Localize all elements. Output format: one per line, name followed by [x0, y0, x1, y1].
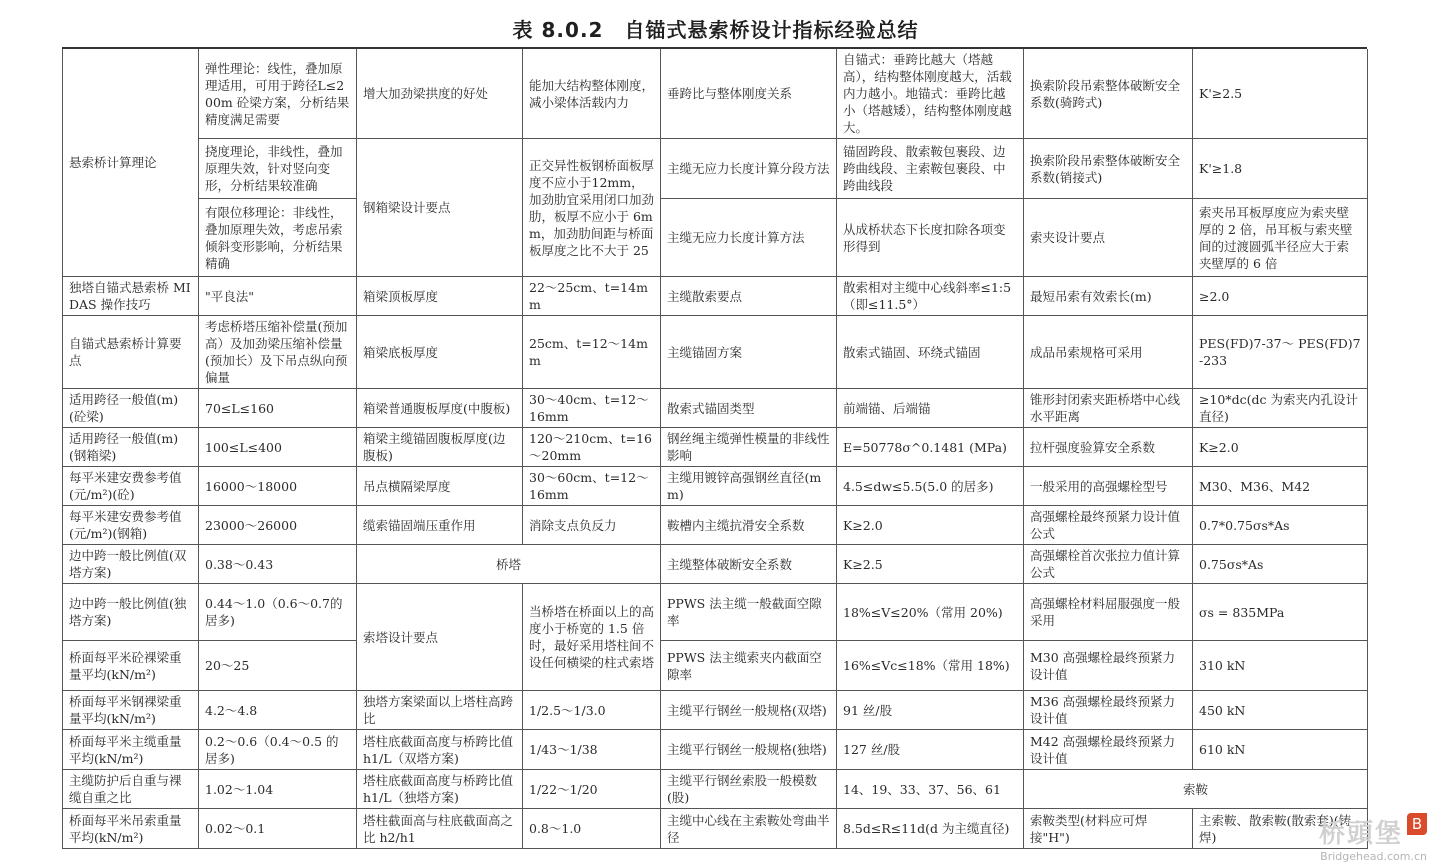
table-cell: 塔柱截面高与柱底截面高之比 h2/h1 [357, 809, 523, 849]
table-cell: 主索鞍、散索鞍(散索套)(铸焊) [1193, 809, 1368, 849]
table-cell: 塔柱底截面高度与桥跨比值 h1/L（双塔方案) [357, 730, 523, 770]
table-cell: 450 kN [1193, 691, 1368, 730]
table-cell: 127 丝/股 [837, 730, 1024, 770]
table-cell: ≥2.0 [1193, 277, 1368, 316]
table-cell: K'≥1.8 [1193, 139, 1368, 199]
table-cell: 换索阶段吊索整体破断安全系数(销接式) [1024, 139, 1193, 199]
table-cell: 索夹设计要点 [1024, 199, 1193, 277]
table-row [63, 691, 1368, 730]
table-cell: 主缆防护后自重与裸缆自重之比 [63, 770, 199, 809]
table-cell: 主缆锚固方案 [661, 316, 837, 389]
table-cell: 16000～18000 [199, 467, 357, 506]
table-cell: 1.02～1.04 [199, 770, 357, 809]
table-cell: "平良法" [199, 277, 357, 316]
table-cell: 桥面每平米吊索重量平均(kN/m²) [63, 809, 199, 849]
table-cell: 消除支点负反力 [523, 506, 661, 545]
table-cell: 610 kN [1193, 730, 1368, 770]
table-cell: 散索式锚固类型 [661, 389, 837, 428]
table-cell: 散索式锚固、环绕式锚固 [837, 316, 1024, 389]
table-cell: K≥2.5 [837, 545, 1024, 584]
table-cell: 主缆用镀锌高强钢丝直径(mm) [661, 467, 837, 506]
table-row [63, 49, 1368, 139]
table-cell: M30 高强螺栓最终预紧力设计值 [1024, 641, 1193, 691]
table-cell: 适用跨径一般值(m)(钢箱梁) [63, 428, 199, 467]
table-cell: 有限位移理论：非线性，叠加原理失效，考虑吊索倾斜变形影响，分析结果精确 [199, 199, 357, 277]
table-cell: 索鞍 [1024, 770, 1368, 809]
watermark-logo-icon: B [1407, 813, 1427, 835]
table-cell: 缆索锚固端压重作用 [357, 506, 523, 545]
table-cell: ≥10*dc(dc 为索夹内孔设计直径) [1193, 389, 1368, 428]
table-cell: 16%≤Vc≤18%（常用 18%) [837, 641, 1024, 691]
table-cell: 正交异性板钢桥面板厚度不应小于12mm，加劲肋宜采用闭口加劲肋，板厚不应小于 6mm，加劲肋间距与桥面板厚度之比不大于 25 [523, 139, 661, 277]
table-cell: K≥2.0 [837, 506, 1024, 545]
table-cell: 100≤L≤400 [199, 428, 357, 467]
table-cell: 换索阶段吊索整体破断安全系数(骑跨式) [1024, 49, 1193, 139]
table-cell: 适用跨径一般值(m)(砼梁) [63, 389, 199, 428]
table-cell: 独塔自锚式悬索桥 MIDAS 操作技巧 [63, 277, 199, 316]
table-cell: 箱梁主缆锚固腹板厚度(边腹板) [357, 428, 523, 467]
table-cell: 30～60cm、t=12～16mm [523, 467, 661, 506]
table-row [63, 545, 1368, 584]
table-cell: 18%≤V≤20%（常用 20%) [837, 584, 1024, 641]
table-cell: 索鞍类型(材料应可焊接"H") [1024, 809, 1193, 849]
table-cell: 挠度理论，非线性，叠加原理失效，针对竖向变形，分析结果较准确 [199, 139, 357, 199]
table-cell: 鞍槽内主缆抗滑安全系数 [661, 506, 837, 545]
table-cell: 自锚式悬索桥计算要点 [63, 316, 199, 389]
watermark-url: Bridgehead.com.cn [1320, 850, 1427, 863]
table-cell: 桥面每平米主缆重量平均(kN/m²) [63, 730, 199, 770]
watermark-text: 桥頭堡 [1318, 819, 1403, 849]
table-cell: 锚固跨段、散索鞍包裹段、边跨曲线段、主索鞍包裹段、中跨曲线段 [837, 139, 1024, 199]
table-cell: 高强螺栓材料屈服强度一般采用 [1024, 584, 1193, 641]
table-cell: 22～25cm、t=14mm [523, 277, 661, 316]
table-row [63, 641, 1368, 691]
table-cell: 最短吊索有效索长(m) [1024, 277, 1193, 316]
table-cell: 主缆无应力长度计算方法 [661, 199, 837, 277]
table-cell: 成品吊索规格可采用 [1024, 316, 1193, 389]
table-cell: 每平米建安费参考值(元/m²)(砼) [63, 467, 199, 506]
table-cell: PPWS 法主缆一般截面空隙率 [661, 584, 837, 641]
table-cell: PES(FD)7-37～ PES(FD)7-233 [1193, 316, 1368, 389]
table-cell: 前端锚、后端锚 [837, 389, 1024, 428]
table-cell: 一般采用的高强螺栓型号 [1024, 467, 1193, 506]
table-cell: 0.8～1.0 [523, 809, 661, 849]
table-cell: 4.5≤dw≤5.5(5.0 的居多) [837, 467, 1024, 506]
table-cell: K'≥2.5 [1193, 49, 1368, 139]
table-cell: K≥2.0 [1193, 428, 1368, 467]
table-cell: 弹性理论：线性，叠加原理适用，可用于跨径L≤200m 砼梁方案，分析结果精度满足需要 [199, 49, 357, 139]
table-cell: 0.75σs*As [1193, 545, 1368, 584]
table-row [63, 506, 1368, 545]
table-row [63, 467, 1368, 506]
table-cell: 塔柱底截面高度与桥跨比值 h1/L（独塔方案) [357, 770, 523, 809]
table-cell: 桥面每平米钢裸梁重量平均(kN/m²) [63, 691, 199, 730]
table-row [63, 584, 1368, 641]
table-cell: 锥形封闭索夹距桥塔中心线水平距离 [1024, 389, 1193, 428]
table-cell: 钢箱梁设计要点 [357, 139, 523, 277]
table-cell: 4.2～4.8 [199, 691, 357, 730]
table-cell: 23000～26000 [199, 506, 357, 545]
table-cell: σs = 835MPa [1193, 584, 1368, 641]
table-row [63, 199, 1368, 277]
table-cell: 拉杆强度验算安全系数 [1024, 428, 1193, 467]
table-cell: 1/2.5～1/3.0 [523, 691, 661, 730]
table-cell: 能加大结构整体刚度，减小梁体活载内力 [523, 49, 661, 139]
table-cell: 索夹吊耳板厚度应为索夹壁厚的 2 倍，吊耳板与索夹壁间的过渡圆弧半径应大于索夹壁厚的 6 倍 [1193, 199, 1368, 277]
table-cell: 0.38～0.43 [199, 545, 357, 584]
watermark [1319, 813, 1427, 863]
table-cell: 主缆整体破断安全系数 [661, 545, 837, 584]
table-cell: 箱梁底板厚度 [357, 316, 523, 389]
table-cell: 边中跨一般比例值(双塔方案) [63, 545, 199, 584]
table-cell: 25cm、t=12～14mm [523, 316, 661, 389]
table-cell: 当桥塔在桥面以上的高度小于桥宽的 1.5 倍时，最好采用塔柱间不设任何横梁的柱式索塔 [523, 584, 661, 691]
table-cell: 1/22～1/20 [523, 770, 661, 809]
table-row [63, 277, 1368, 316]
table-cell: 0.44～1.0（0.6～0.7的居多) [199, 584, 357, 641]
page-title: 表 8.0.2 自锚式悬索桥设计指标经验总结 [512, 18, 919, 42]
table-cell: 8.5d≤R≤11d(d 为主缆直径) [837, 809, 1024, 849]
table-cell: 从成桥状态下长度扣除各项变形得到 [837, 199, 1024, 277]
table-row [63, 316, 1368, 389]
table-cell: 悬索桥计算理论 [63, 49, 199, 277]
table-cell: 0.2～0.6（0.4～0.5 的居多) [199, 730, 357, 770]
table-cell: 每平米建安费参考值(元/m²)(钢箱) [63, 506, 199, 545]
table-cell: 高强螺栓首次张拉力值计算公式 [1024, 545, 1193, 584]
table-row [63, 770, 1368, 809]
table-cell: 30～40cm、t=12～16mm [523, 389, 661, 428]
table-row [63, 389, 1368, 428]
table-cell: 索塔设计要点 [357, 584, 523, 691]
table-row [63, 139, 1368, 199]
table-row [63, 428, 1368, 467]
table-cell: 考虑桥塔压缩补偿量(预加高）及加劲梁压缩补偿量(预加长）及下吊点纵向预偏量 [199, 316, 357, 389]
table-cell: 钢丝绳主缆弹性模量的非线性影响 [661, 428, 837, 467]
table-cell: 吊点横隔梁厚度 [357, 467, 523, 506]
table-cell: 主缆平行钢丝索股一般模数(股) [661, 770, 837, 809]
table-row [63, 809, 1368, 849]
table-cell: 主缆中心线在主索鞍处弯曲半径 [661, 809, 837, 849]
table-cell: 310 kN [1193, 641, 1368, 691]
table-cell: 垂跨比与整体刚度关系 [661, 49, 837, 139]
table-cell: 主缆散索要点 [661, 277, 837, 316]
table-cell: 主缆平行钢丝一般规格(独塔) [661, 730, 837, 770]
table-cell: 桥面每平米砼裸梁重量平均(kN/m²) [63, 641, 199, 691]
table-cell: E=50778σ^0.1481 (MPa) [837, 428, 1024, 467]
table-cell: 独塔方案梁面以上塔柱高跨比 [357, 691, 523, 730]
table-cell: PPWS 法主缆索夹内截面空隙率 [661, 641, 837, 691]
table-cell: M30、M36、M42 [1193, 467, 1368, 506]
table-cell: M36 高强螺栓最终预紧力设计值 [1024, 691, 1193, 730]
table-cell: 14、19、33、37、56、61 [837, 770, 1024, 809]
table-cell: 箱梁顶板厚度 [357, 277, 523, 316]
table-cell: M42 高强螺栓最终预紧力设计值 [1024, 730, 1193, 770]
table-cell: 增大加劲梁拱度的好处 [357, 49, 523, 139]
table-cell: 1/43～1/38 [523, 730, 661, 770]
table-row [63, 730, 1368, 770]
table-cell: 70≤L≤160 [199, 389, 357, 428]
table-cell: 91 丝/股 [837, 691, 1024, 730]
table-cell: 20～25 [199, 641, 357, 691]
table-cell: 0.02～0.1 [199, 809, 357, 849]
table-cell: 自锚式：垂跨比越大（塔越高），结构整体刚度越大，活载内力越小。地锚式：垂跨比越小（塔越矮），结构整体刚度越大。 [837, 49, 1024, 139]
table-cell: 边中跨一般比例值(独塔方案) [63, 584, 199, 641]
table-cell: 主缆平行钢丝一般规格(双塔) [661, 691, 837, 730]
table-cell: 主缆无应力长度计算分段方法 [661, 139, 837, 199]
design-index-table [62, 49, 1368, 849]
table-cell: 箱梁普通腹板厚度(中腹板) [357, 389, 523, 428]
table-cell: 0.7*0.75σs*As [1193, 506, 1368, 545]
table-cell: 散索相对主缆中心线斜率≤1:5（即≤11.5°） [837, 277, 1024, 316]
table-cell: 桥塔 [357, 545, 661, 584]
table-cell: 高强螺栓最终预紧力设计值公式 [1024, 506, 1193, 545]
table-cell: 120～210cm、t=16～20mm [523, 428, 661, 467]
